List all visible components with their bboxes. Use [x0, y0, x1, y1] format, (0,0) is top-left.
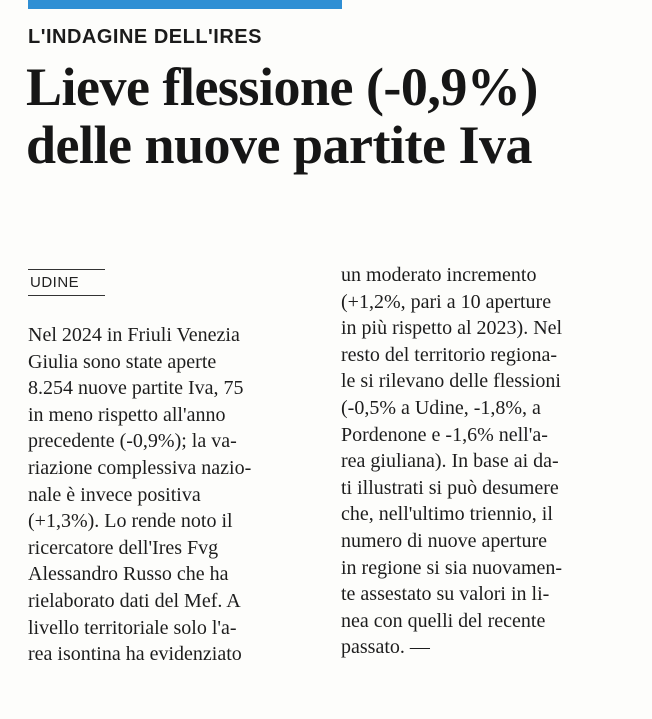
divider [28, 295, 105, 296]
kicker: L'INDAGINE DELL'IRES [28, 26, 262, 48]
body-line: un moderato incremento [341, 264, 537, 286]
body-line: Nel 2024 in Friuli Venezia [28, 324, 240, 346]
body-line: le si rilevano delle flessioni [341, 370, 561, 393]
body-line: (+1,3%). Lo rende noto il [28, 510, 233, 533]
body-line: nale è invece positiva [28, 483, 201, 506]
body-column-left [28, 322, 318, 668]
accent-bar [28, 0, 342, 9]
body-line: (+1,2%, pari a 10 aperture [341, 290, 552, 313]
headline-line: Lieve flessione (-0,9%) [26, 57, 538, 117]
body-line: rielaborato dati del Mef. A [28, 589, 241, 612]
body-line: ricercatore dell'Ires Fvg [28, 536, 219, 559]
body-line: 8.254 nuove partite Iva, 75 [28, 377, 244, 400]
body-column-right [341, 262, 633, 661]
body-line: te assestato su valori in li- [341, 583, 550, 606]
body-line: Giulia sono state aperte [28, 350, 217, 373]
body-line: ti illustrati si può desumere [341, 476, 559, 499]
body-line: rea giuliana). In base ai da- [341, 450, 559, 473]
body-line: precedente (-0,9%); la va- [28, 430, 237, 453]
body-line: riazione complessiva nazio- [28, 456, 252, 479]
body-line: passato. — [341, 636, 430, 659]
body-line: livello territoriale solo l'a- [28, 616, 237, 639]
dateline-box [28, 269, 105, 296]
headline-line: delle nuove partite Iva [26, 115, 532, 175]
body-line: Pordenone e -1,6% nell'a- [341, 423, 548, 446]
body-line: rea isontina ha evidenziato [28, 643, 242, 666]
body-line: in meno rispetto all'anno [28, 403, 226, 426]
body-line: numero di nuove aperture [341, 529, 548, 552]
dateline: UDINE [30, 274, 80, 291]
body-line: resto del territorio regiona- [341, 343, 558, 366]
body-line: nea con quelli del recente [341, 609, 546, 632]
body-line: in più rispetto al 2023). Nel [341, 317, 563, 340]
body-line: che, nell'ultimo triennio, il [341, 503, 553, 526]
body-line: in regione si sia nuovamen- [341, 556, 563, 579]
body-line: Alessandro Russo che ha [28, 563, 229, 586]
body-line: (-0,5% a Udine, -1,8%, a [341, 396, 541, 419]
headline [26, 58, 636, 174]
